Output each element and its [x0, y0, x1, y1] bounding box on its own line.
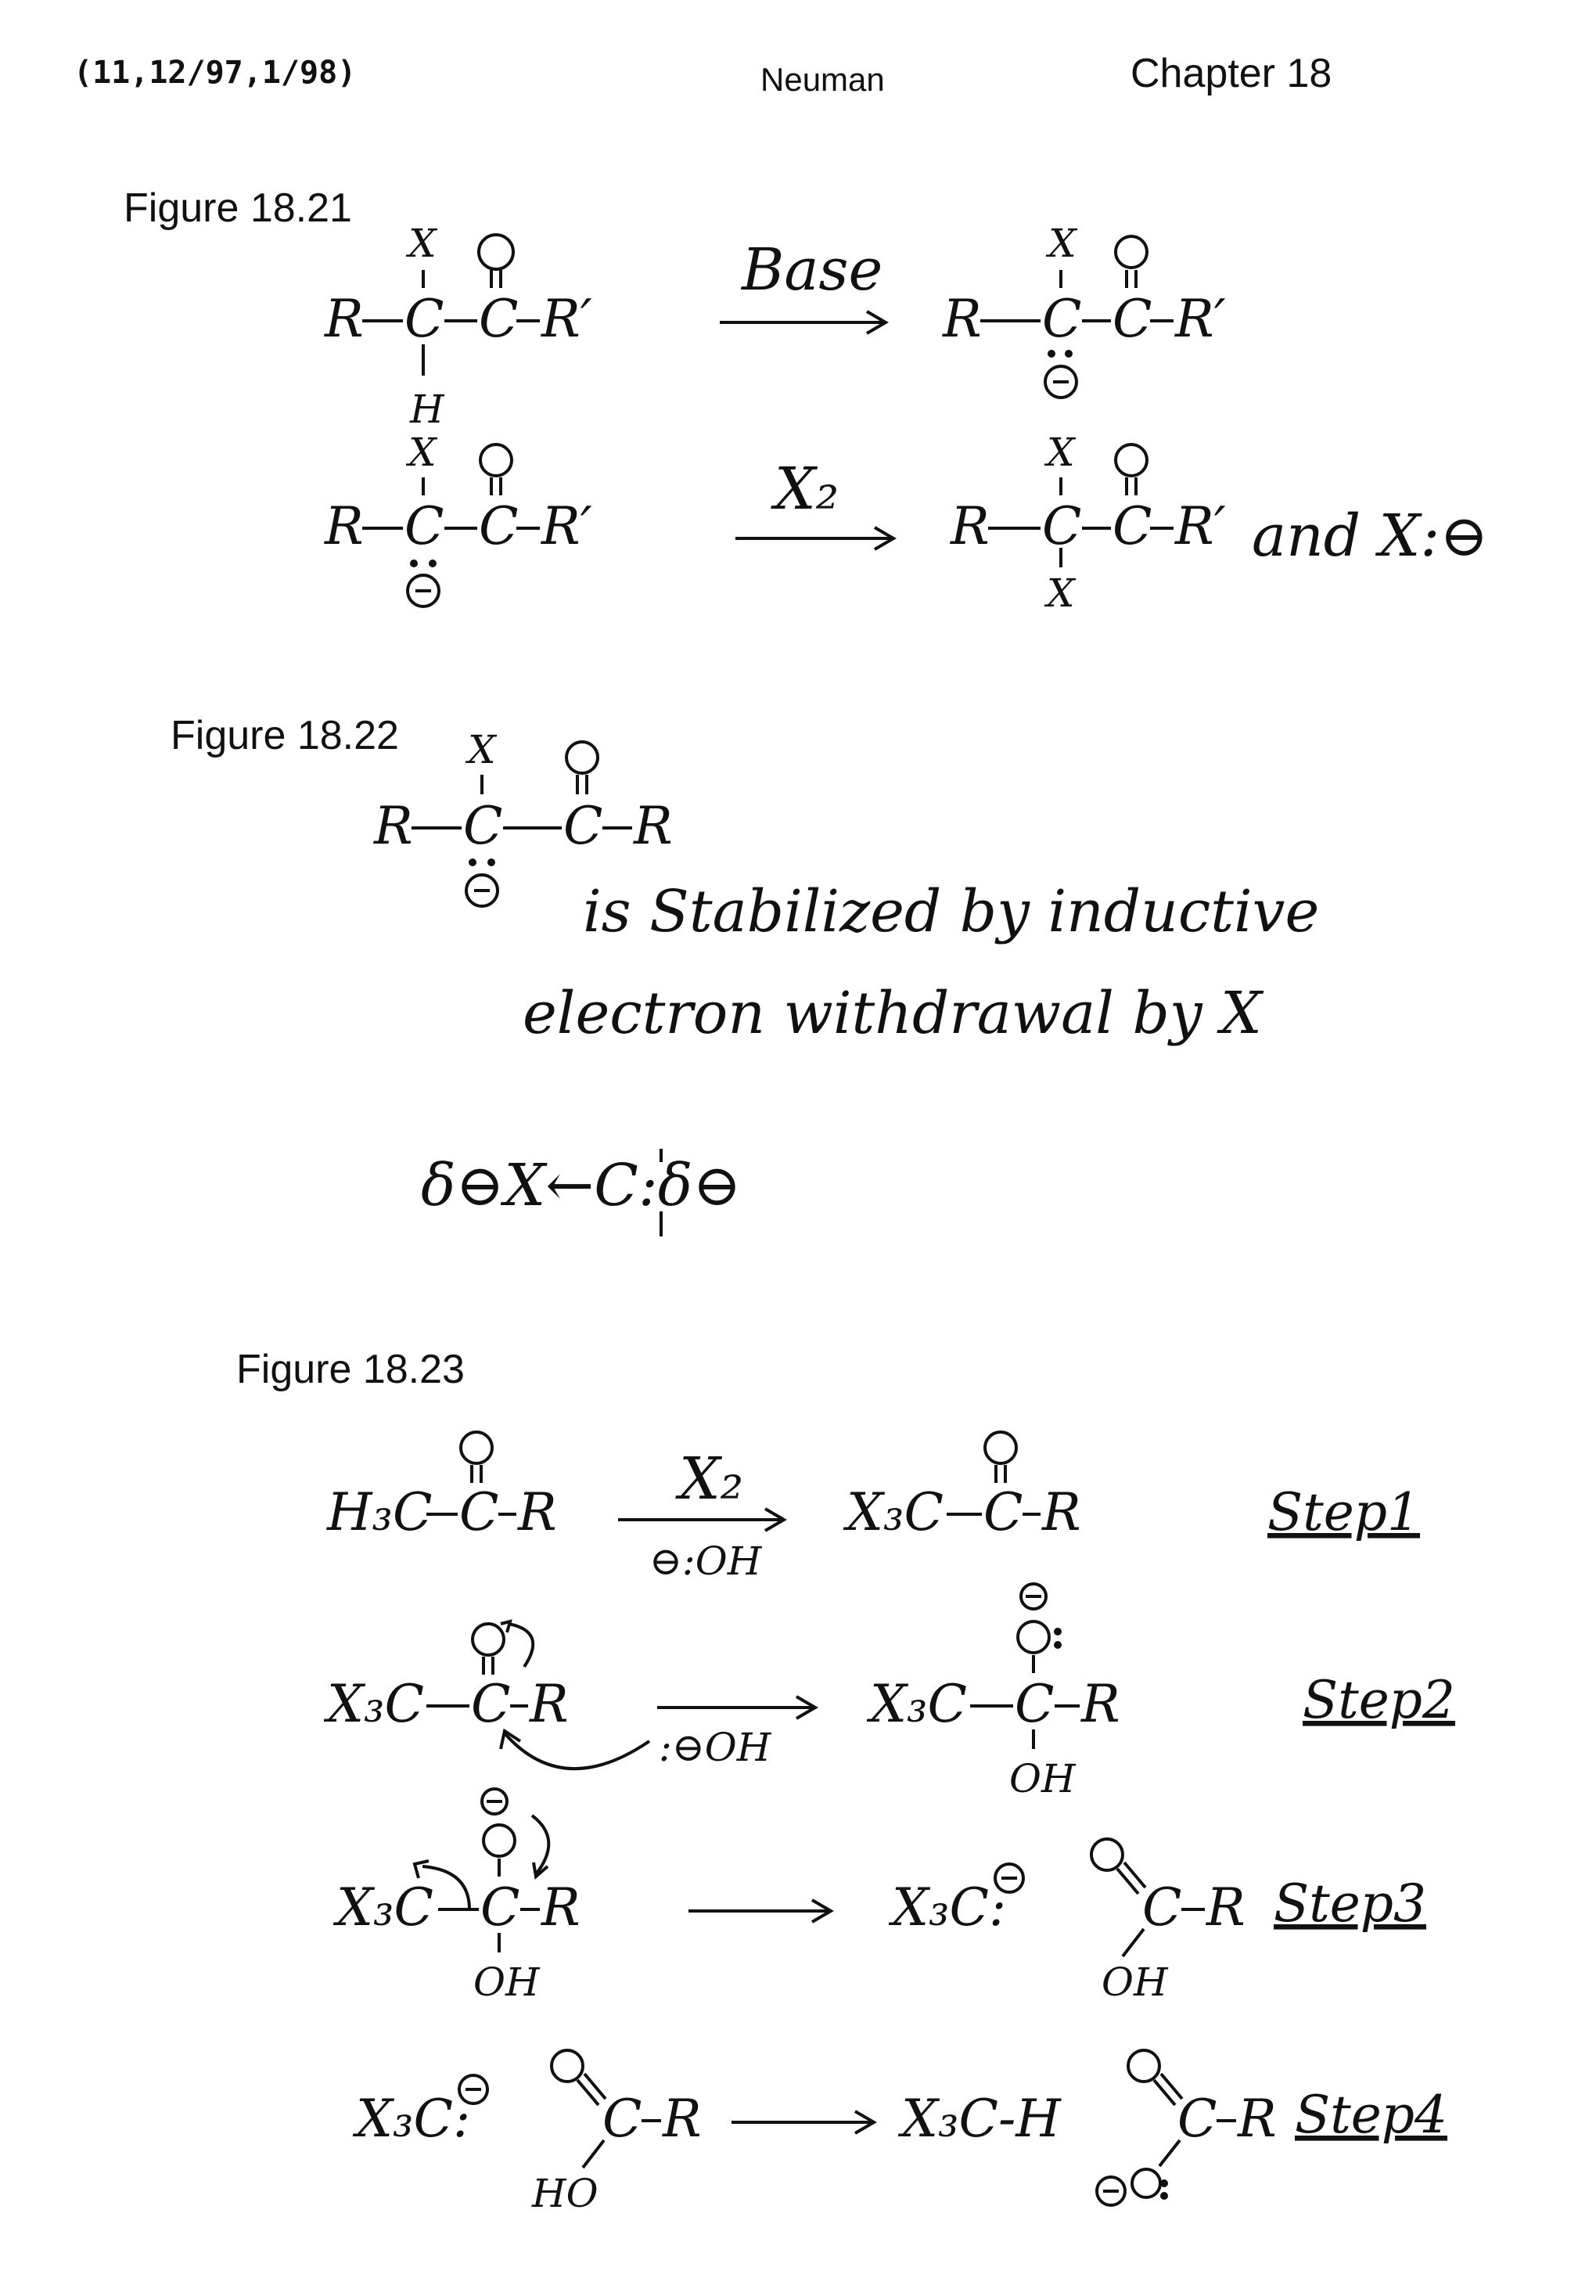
svg-text:C: C	[479, 289, 519, 349]
figure-18-22-label: Figure 18.22	[171, 713, 399, 758]
svg-text:C: C	[1015, 1674, 1055, 1734]
svg-text:C: C	[404, 289, 444, 349]
svg-text:X: X	[408, 221, 437, 266]
svg-text:R′: R′	[1175, 289, 1226, 349]
svg-text:R: R	[530, 1674, 569, 1734]
svg-text:R: R	[634, 796, 673, 856]
svg-text:X₃C:: X₃C:	[356, 2089, 471, 2149]
svg-text:R: R	[541, 1877, 581, 1938]
svg-text:C: C	[404, 496, 444, 556]
header-dates: (11,12/97,1/98)	[74, 55, 357, 91]
svg-text:H: H	[410, 387, 444, 432]
step3-label: Step3	[1274, 1873, 1427, 1934]
fig2121-product-2	[950, 430, 1488, 616]
svg-text:X: X	[1047, 430, 1075, 475]
fig2122-dipole	[421, 1149, 741, 1236]
byproduct-text: and X:⊖	[1252, 502, 1489, 570]
svg-text:R: R	[1238, 2089, 1277, 2149]
header-author: Neuman	[760, 61, 885, 98]
svg-text:C: C	[1113, 496, 1152, 556]
fig2121-reactant-2	[324, 430, 592, 606]
svg-text:R: R	[663, 2089, 702, 2149]
fig2123-step2	[323, 1584, 1455, 1801]
svg-text:X₃C: X₃C	[327, 1674, 424, 1734]
svg-text:C: C	[480, 1877, 520, 1938]
svg-text:R: R	[374, 796, 413, 856]
fig2122-note-line1: is Stabilized by inductive	[583, 878, 1320, 945]
svg-text:OH: OH	[473, 1960, 540, 2005]
svg-text:X: X	[1047, 570, 1075, 616]
svg-text:C: C	[602, 2089, 642, 2149]
figure-18-21-label: Figure 18.21	[124, 185, 352, 231]
svg-text:C: C	[1177, 2089, 1217, 2149]
fig2121-reactant-1	[324, 221, 592, 432]
figure-18-23-label: Figure 18.23	[236, 1347, 465, 1392]
svg-text:R: R	[1042, 1482, 1081, 1542]
reagent-x2: X₂	[775, 455, 839, 523]
svg-text:X₃C:: X₃C:	[892, 1877, 1007, 1938]
fig2121-arrow-2	[735, 455, 893, 549]
svg-text::⊖OH: :⊖OH	[659, 1725, 771, 1770]
svg-text:X: X	[468, 727, 496, 772]
header-chapter: Chapter 18	[1130, 51, 1332, 96]
svg-text:C: C	[463, 796, 503, 856]
fig2123-step4	[352, 2050, 1447, 2216]
svg-text:R: R	[943, 289, 982, 349]
svg-text:R′: R′	[1175, 496, 1226, 556]
svg-text:R: R	[325, 496, 364, 556]
svg-text:X₃C: X₃C	[847, 1482, 944, 1542]
step1-reagent-bottom: ⊖:OH	[649, 1538, 762, 1584]
fig2122-note-line2: electron withdrawal by X	[523, 980, 1262, 1047]
svg-text:X₃C: X₃C	[336, 1877, 433, 1938]
svg-text:C: C	[1142, 1877, 1182, 1938]
svg-text:C: C	[983, 1482, 1023, 1542]
svg-text:R′: R′	[541, 496, 592, 556]
svg-text:H₃C: H₃C	[327, 1482, 433, 1542]
step1-reagent-top: X₂	[679, 1445, 744, 1513]
svg-text:C: C	[1042, 496, 1082, 556]
svg-text:OH: OH	[1102, 1960, 1168, 2005]
svg-text:C: C	[471, 1674, 511, 1734]
reagent-base: Base	[742, 236, 883, 304]
svg-text:R′: R′	[541, 289, 592, 349]
svg-text:C: C	[563, 796, 603, 856]
svg-text:R: R	[325, 289, 364, 349]
fig2123-step1	[326, 1432, 1420, 1584]
step2-label: Step2	[1303, 1670, 1456, 1730]
svg-text:OH: OH	[1009, 1756, 1076, 1801]
svg-text:X: X	[408, 430, 437, 475]
fig2121-arrow-1	[720, 236, 886, 333]
svg-text:R: R	[518, 1482, 557, 1542]
svg-text:δ⊖X←C:δ⊖: δ⊖X←C:δ⊖	[421, 1152, 742, 1219]
step4-label: Step4	[1295, 2085, 1448, 2145]
svg-text:X₃C-H: X₃C-H	[901, 2089, 1061, 2149]
svg-text:C: C	[1042, 289, 1082, 349]
fig2123-step3	[332, 1789, 1426, 2005]
svg-text:R: R	[951, 496, 990, 556]
svg-text:C: C	[1113, 289, 1152, 349]
svg-text:X: X	[1048, 221, 1077, 266]
step1-label: Step1	[1267, 1482, 1421, 1542]
svg-text:C: C	[459, 1482, 499, 1542]
svg-text:R: R	[1206, 1877, 1246, 1938]
fig2121-product-1	[942, 221, 1226, 398]
svg-text:R: R	[1081, 1674, 1120, 1734]
svg-text:C: C	[479, 496, 519, 556]
svg-text:HO: HO	[532, 2171, 598, 2216]
svg-text:X₃C: X₃C	[870, 1674, 967, 1734]
